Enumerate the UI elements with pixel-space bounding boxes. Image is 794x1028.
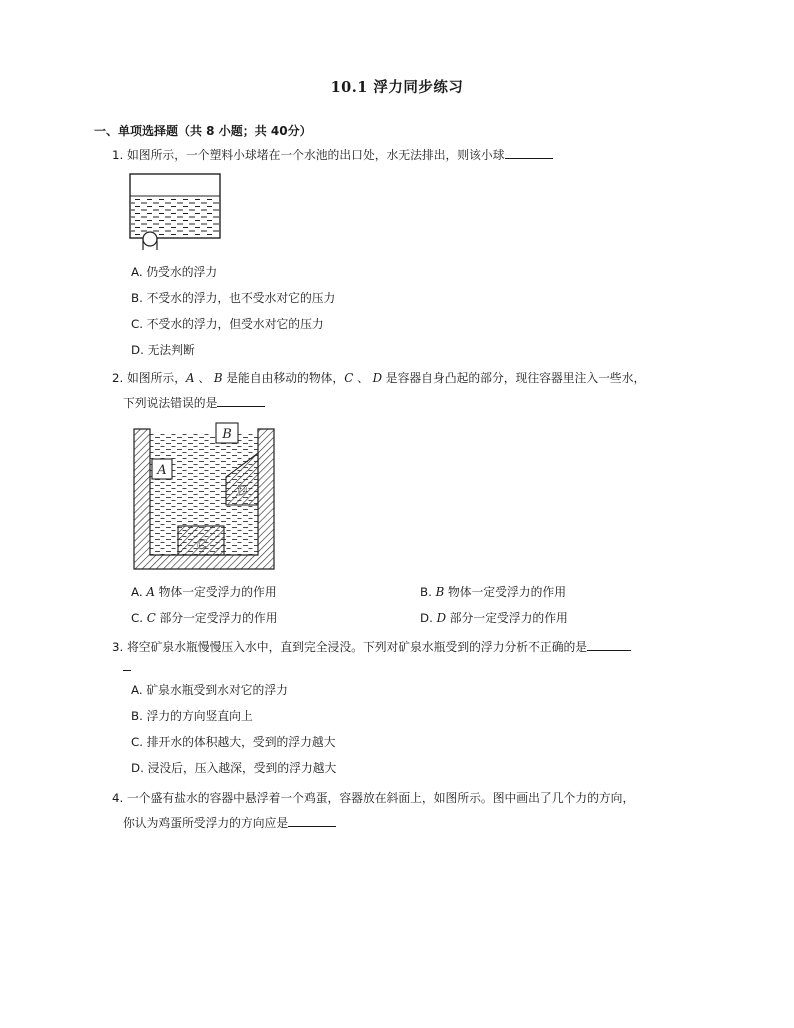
- q1-option-b[interactable]: B. 不受水的浮力，也不受水对它的压力: [131, 291, 336, 305]
- figure-label-d: D: [236, 484, 248, 499]
- figure-label-c: C: [197, 538, 207, 553]
- answer-blank[interactable]: [505, 146, 553, 159]
- q3-option-d[interactable]: D. 浸没后，压入越深，受到的浮力越大: [131, 761, 337, 775]
- q2-option-a[interactable]: A. A 物体一定受浮力的作用: [131, 585, 277, 599]
- question-2-stem-line2: 下列说法错误的是: [123, 394, 265, 411]
- question-3-stem: 3. 将空矿泉水瓶慢慢压入水中，直到完全浸没。下列对矿泉水瓶受到的浮力分析不正确的是: [112, 638, 631, 655]
- question-2-stem: 2. 如图所示，A 、 B 是能自由移动的物体，C 、 D 是容器自身凸起的部分，现往容器里注入一些水，: [112, 371, 646, 385]
- q2-option-b[interactable]: B. B 物体一定受浮力的作用: [420, 585, 566, 599]
- figure-label-a: A: [157, 463, 167, 478]
- q2-option-d[interactable]: D. D 部分一定受浮力的作用: [420, 611, 568, 625]
- page-title: 10.1 浮力同步练习: [330, 79, 464, 96]
- q1-option-c[interactable]: C. 不受水的浮力，但受水对它的压力: [131, 317, 324, 331]
- question-1-stem: [112, 146, 553, 163]
- question-4-stem: 4. 一个盛有盐水的容器中悬浮着一个鸡蛋，容器放在斜面上，如图所示。图中画出了几个力的方向，: [112, 791, 635, 805]
- q2-option-c[interactable]: C. C 部分一定受浮力的作用: [131, 611, 278, 625]
- figure-label-b: B: [222, 427, 232, 442]
- q3-option-a[interactable]: A. 矿泉水瓶受到水对它的浮力: [131, 683, 288, 697]
- answer-blank[interactable]: [217, 394, 265, 407]
- q1-option-a[interactable]: A. 仍受水的浮力: [131, 265, 218, 279]
- question-1-text: 1. 如图所示，一个塑料小球堵在一个水池的出口处，水无法排出，则该小球: [112, 148, 505, 162]
- answer-blank[interactable]: [288, 814, 336, 827]
- figure-1-water-tank: [128, 172, 224, 252]
- figure-2-container: [132, 423, 276, 571]
- q3-option-b[interactable]: B. 浮力的方向竖直向上: [131, 709, 253, 723]
- answer-blank[interactable]: [587, 638, 631, 651]
- section-heading: 一、单项选择题（共 8 小题；共 40分）: [94, 124, 312, 138]
- q1-option-d[interactable]: D. 无法判断: [131, 343, 195, 357]
- question-4-stem-line2: 你认为鸡蛋所受浮力的方向应是: [123, 814, 336, 831]
- q3-option-c[interactable]: C. 排开水的体积越大，受到的浮力越大: [131, 735, 336, 749]
- question-3-blank-continued: [123, 658, 131, 675]
